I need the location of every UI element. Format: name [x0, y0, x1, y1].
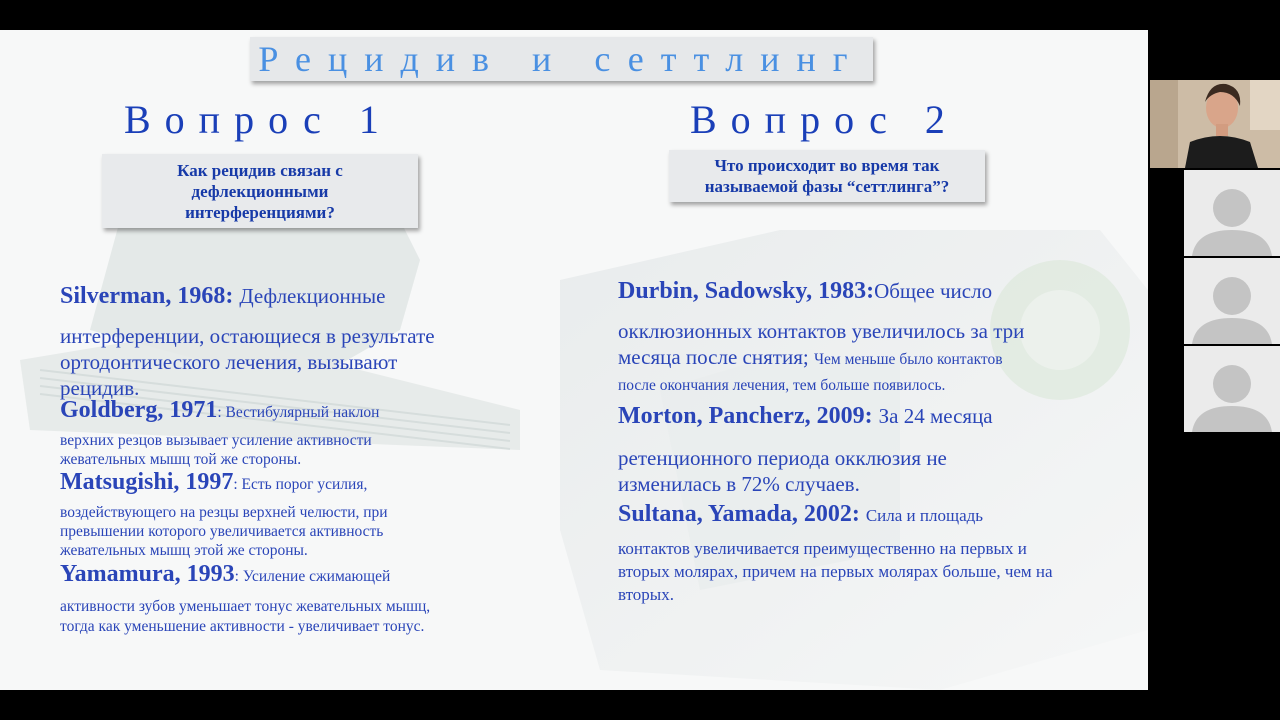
- reference-entry: [618, 501, 1138, 606]
- question2-heading: Вопрос 2: [690, 97, 959, 142]
- question1-text-line: Как рецидив связан с: [177, 160, 343, 180]
- reference-text: воздействующего на резцы верхней челюсти, при: [60, 504, 388, 521]
- participant-tile[interactable]: [1184, 346, 1280, 432]
- question1-references: [60, 283, 560, 637]
- slide-title: Рецидив и сеттлинг: [258, 39, 865, 79]
- question1-box: [102, 154, 418, 228]
- reference-author: Goldberg, 1971: [60, 397, 218, 423]
- reference-text: ортодонтического лечения, вызывают: [60, 350, 398, 374]
- reference-author: Yamamura, 1993: [60, 561, 235, 587]
- reference-text: : Усиление сжимающей: [234, 568, 391, 585]
- question2-references: [618, 278, 1138, 606]
- reference-text: Общее число: [874, 279, 993, 303]
- reference-text: тогда как уменьшение активности - увеличивает тонус.: [60, 618, 425, 635]
- participant-tile[interactable]: [1184, 170, 1280, 256]
- reference-text: ретенционного периода окклюзия не: [618, 446, 947, 470]
- user-avatar-icon: [1184, 346, 1280, 432]
- reference-entry: [60, 469, 560, 561]
- reference-text: вторых.: [618, 585, 674, 604]
- question2-text-line: Что происходит во время так: [714, 156, 940, 175]
- participant-tile[interactable]: [1184, 258, 1280, 344]
- reference-text: активности зубов уменьшает тонус жевательных мышц,: [60, 598, 431, 615]
- reference-author: Morton, Pancherz, 2009:: [618, 403, 879, 429]
- reference-text: За 24 месяца: [878, 404, 993, 428]
- presenter-video-tile[interactable]: [1150, 80, 1280, 168]
- reference-author: Silverman, 1968:: [60, 283, 240, 309]
- reference-text: Дефлекционные: [239, 284, 386, 308]
- participants-panel: [1150, 80, 1280, 434]
- reference-author: Durbin, Sadowsky, 1983:: [618, 278, 875, 304]
- reference-text: Сила и площадь: [865, 506, 984, 525]
- reference-text: контактов увеличивается преимущественно на первых и: [618, 539, 1027, 558]
- reference-text: изменилась в 72% случаев.: [618, 472, 860, 496]
- reference-text: : Есть порог усилия,: [233, 476, 368, 493]
- question1-heading: Вопрос 1: [124, 97, 393, 142]
- slide-title-box: [250, 37, 873, 81]
- reference-entry: [60, 561, 560, 637]
- reference-text: Чем меньше было контактов: [813, 351, 1003, 368]
- presentation-slide: [0, 30, 1148, 690]
- reference-entry: [618, 403, 1138, 501]
- presenter-video: [1150, 80, 1280, 168]
- reference-text: после окончания лечения, тем больше появилось.: [618, 377, 946, 394]
- reference-text: верхних резцов вызывает усиление активности: [60, 432, 372, 449]
- reference-text: превышении которого увеличивается активность: [60, 523, 384, 540]
- reference-text: окклюзионных контактов увеличилось за три: [618, 319, 1025, 343]
- reference-text: интерференции, остающиеся в результате: [60, 324, 435, 348]
- reference-text: вторых молярах, причем на первых молярах больше, чем на: [618, 562, 1053, 581]
- reference-entry: [618, 278, 1138, 403]
- user-avatar-icon: [1184, 258, 1280, 344]
- question1-text-line: дефлекционными: [191, 181, 329, 201]
- reference-author: Matsugishi, 1997: [60, 469, 234, 495]
- question1-text-line: интерференциями?: [185, 202, 335, 222]
- reference-text: жевательных мышц этой же стороны.: [60, 542, 308, 559]
- question2-text-line: называемой фазы “сеттлинга”?: [704, 177, 950, 196]
- reference-entry: [60, 283, 560, 400]
- reference-entry: [60, 397, 560, 469]
- reference-text: : Вестибулярный наклон: [217, 404, 380, 421]
- reference-author: Sultana, Yamada, 2002:: [618, 501, 866, 527]
- reference-text: рецидив.: [60, 376, 140, 400]
- question2-box: [669, 150, 985, 202]
- reference-text: месяца после снятия;: [618, 345, 814, 369]
- reference-text: жевательных мышц той же стороны.: [60, 451, 302, 468]
- user-avatar-icon: [1184, 170, 1280, 256]
